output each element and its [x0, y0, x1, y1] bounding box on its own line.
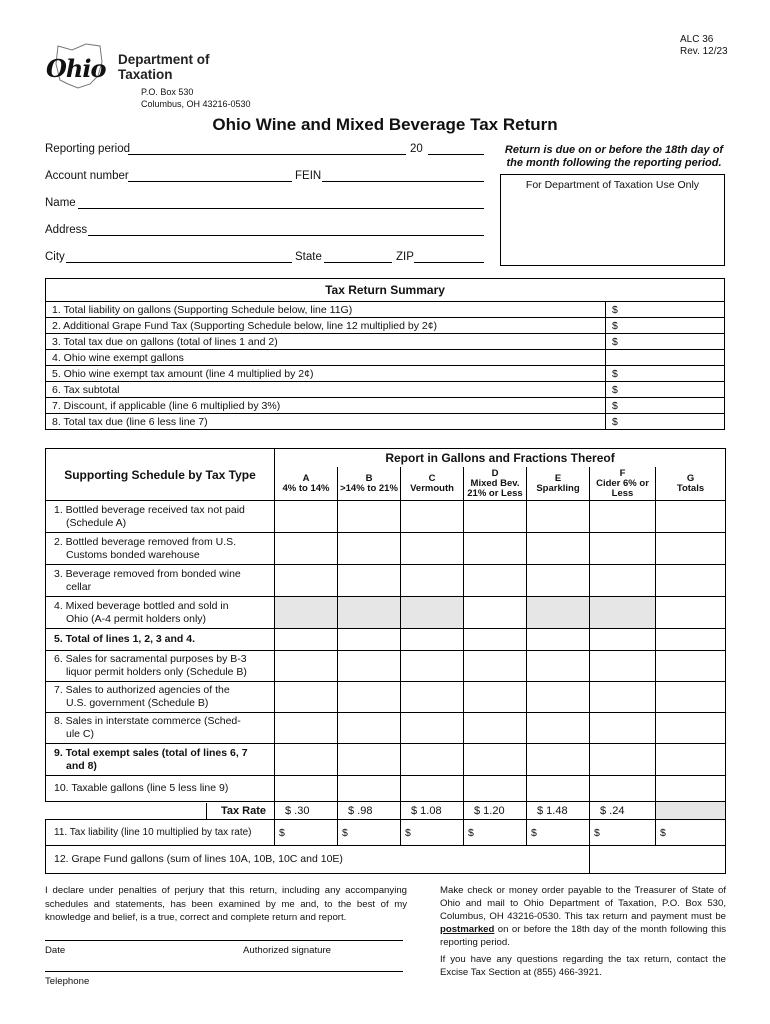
summary-line-2: 2. Additional Grape Fund Tax (Supporting Schedule below, line 12 multiplied by 2¢): [46, 318, 606, 334]
cell-5a[interactable]: [275, 629, 338, 651]
reporting-period-field[interactable]: [128, 154, 406, 155]
tax-rate-a: $ .30: [275, 802, 338, 820]
signature-line[interactable]: [45, 940, 403, 941]
cell-11e[interactable]: $: [527, 820, 590, 846]
cell-5g[interactable]: [656, 629, 726, 651]
name-label: Name: [45, 197, 76, 209]
postmarked-text: postmarked: [440, 924, 495, 935]
cell-8g[interactable]: [656, 713, 726, 744]
cell-11g[interactable]: $: [656, 820, 726, 846]
summary-amount-1[interactable]: $: [606, 302, 725, 318]
cell-6c[interactable]: [401, 651, 464, 682]
cell-1e[interactable]: [527, 501, 590, 533]
schedule-line-7-text: 7. Sales to authorized agencies of the: [54, 684, 230, 696]
cell-3a[interactable]: [275, 565, 338, 597]
cell-5c[interactable]: [401, 629, 464, 651]
schedule-line-6: [46, 651, 275, 682]
schedule-line-6-text: 6. Sales for sacramental purposes by B-3: [54, 653, 247, 665]
cell-3e[interactable]: [527, 565, 590, 597]
schedule-line-9-sub: and 8): [66, 759, 97, 772]
column-header-d: [464, 467, 527, 501]
name-field[interactable]: [78, 208, 484, 209]
column-letter-e: E: [554, 473, 562, 485]
table-row: [46, 682, 726, 713]
table-row: [46, 501, 726, 533]
schedule-line-9: [46, 744, 275, 776]
summary-line-6: 6. Tax subtotal: [46, 382, 606, 398]
payment-instructions: [440, 884, 726, 949]
ohio-logo-text: Ohio: [46, 54, 106, 83]
city-field[interactable]: [66, 262, 292, 263]
telephone-label: Telephone: [45, 976, 90, 987]
summary-line-5: 5. Ohio wine exempt tax amount (line 4 multiplied by 2¢): [46, 366, 606, 382]
supporting-schedule-table: [45, 448, 726, 874]
table-row: [46, 533, 726, 565]
form-id-block: [680, 34, 728, 58]
department-use-label: For Department of Taxation Use Only: [525, 179, 700, 191]
address-field[interactable]: [88, 235, 484, 236]
summary-amount-8[interactable]: $: [606, 414, 725, 430]
summary-amount-6[interactable]: $: [606, 382, 725, 398]
schedule-line-9-text: 9. Total exempt sales (total of lines 6, 7: [54, 746, 248, 759]
schedule-line-2-text: 2. Bottled beverage removed from U.S.: [54, 535, 237, 548]
cell-4e: [527, 597, 590, 629]
zip-label: ZIP: [396, 251, 414, 263]
cell-4g[interactable]: [656, 597, 726, 629]
cell-9f[interactable]: [590, 744, 656, 776]
column-desc-d: Mixed Bev. 21% or Less: [467, 478, 523, 500]
column-desc-c: Vermouth: [410, 483, 454, 495]
schedule-line-3-text: 3. Beverage removed from bonded wine: [54, 567, 241, 580]
column-desc-g: Totals: [676, 483, 705, 495]
cell-5b[interactable]: [338, 629, 401, 651]
cell-10d[interactable]: [464, 776, 527, 802]
column-letter-c: C: [428, 473, 436, 485]
cell-5e[interactable]: [527, 629, 590, 651]
table-row: [46, 846, 726, 874]
table-row: [46, 318, 725, 334]
cell-10g[interactable]: [656, 776, 726, 802]
revision-date: Rev. 12/23: [680, 46, 728, 57]
cell-8d[interactable]: [464, 713, 527, 744]
cell-5d[interactable]: [464, 629, 527, 651]
schedule-line-2-sub: Customs bonded warehouse: [66, 548, 200, 561]
cell-2a[interactable]: [275, 533, 338, 565]
table-row: [46, 366, 725, 382]
cell-3f[interactable]: [590, 565, 656, 597]
account-number-label: Account number: [45, 170, 129, 182]
reporting-period-label: Reporting period: [45, 143, 131, 155]
column-letter-f: F: [619, 468, 626, 480]
summary-title: Tax Return Summary: [46, 279, 725, 302]
table-row: [46, 414, 725, 430]
column-desc-a: 4% to 14%: [282, 483, 330, 495]
table-row: [46, 334, 725, 350]
column-letter-g: G: [686, 473, 695, 485]
cell-2g[interactable]: [656, 533, 726, 565]
column-header-b: [338, 467, 401, 501]
table-row: [46, 820, 726, 846]
column-desc-e: Sparkling: [536, 483, 580, 495]
cell-2c[interactable]: [401, 533, 464, 565]
date-label: Date: [45, 945, 66, 956]
column-letter-a: A: [302, 473, 310, 485]
department-name: [118, 52, 210, 82]
table-row: [46, 350, 725, 366]
column-header-g: [656, 467, 726, 501]
schedule-line-8-sub: ule C): [66, 728, 95, 740]
summary-amount-3[interactable]: $: [606, 334, 725, 350]
cell-10a[interactable]: [275, 776, 338, 802]
tax-rate-c: $ 1.08: [401, 802, 464, 820]
address-label: Address: [45, 224, 88, 236]
summary-line-8: 8. Total tax due (line 6 less line 7): [46, 414, 606, 430]
cell-9e[interactable]: [527, 744, 590, 776]
tax-rate-d: $ 1.20: [464, 802, 527, 820]
cell-3c[interactable]: [401, 565, 464, 597]
schedule-title: Supporting Schedule by Tax Type: [46, 449, 275, 501]
state-label: State: [295, 251, 322, 263]
cell-11b[interactable]: $: [338, 820, 401, 846]
schedule-line-1-text: 1. Bottled beverage received tax not paid: [54, 503, 245, 516]
year-field[interactable]: [428, 154, 484, 155]
table-row: [46, 382, 725, 398]
cell-7a[interactable]: [275, 682, 338, 713]
table-row: [46, 713, 726, 744]
telephone-line[interactable]: [45, 971, 403, 972]
column-letter-b: B: [365, 473, 373, 485]
schedule-line-12: 12. Grape Fund gallons (sum of lines 10A, 10B, 10C and 10E): [46, 846, 590, 874]
cell-4f: [590, 597, 656, 629]
cell-1c[interactable]: [401, 501, 464, 533]
schedule-line-11: 11. Tax liability (line 10 multiplied by tax rate): [46, 820, 275, 846]
cell-9c[interactable]: [401, 744, 464, 776]
cell-11d[interactable]: $: [464, 820, 527, 846]
tax-rate-label: Tax Rate: [206, 803, 274, 819]
schedule-line-4-text: 4. Mixed beverage bottled and sold in: [54, 599, 229, 612]
tax-return-summary-table: [45, 278, 725, 430]
table-row: [46, 565, 726, 597]
cell-4b: [338, 597, 401, 629]
column-header-e: [527, 467, 590, 501]
cell-1a[interactable]: [275, 501, 338, 533]
year-prefix: 20: [410, 143, 423, 155]
schedule-line-1: [46, 501, 275, 533]
address-line1: P.O. Box 530: [141, 87, 194, 97]
table-row: [46, 398, 725, 414]
summary-amount-7[interactable]: $: [606, 398, 725, 414]
column-header-f: [590, 467, 656, 501]
due-date-notice: Return is due on or before the 18th day of the month following the reporting period.: [504, 144, 724, 169]
cell-8a[interactable]: [275, 713, 338, 744]
cell-9d[interactable]: [464, 744, 527, 776]
cell-6e[interactable]: [527, 651, 590, 682]
cell-4c: [401, 597, 464, 629]
cell-6g[interactable]: [656, 651, 726, 682]
cell-7b[interactable]: [338, 682, 401, 713]
summary-amount-4[interactable]: [606, 350, 725, 366]
report-gallons-header: Report in Gallons and Fractions Thereof: [275, 449, 726, 467]
cell-1d[interactable]: [464, 501, 527, 533]
tax-rate-row: [46, 802, 726, 820]
fein-field[interactable]: [322, 181, 484, 182]
payment-text-1: Make check or money order payable to the Treasurer of State of Ohio and mail to Ohio Department of Taxation, P.O. Box 530, Columbus, OH 43216-0530. This tax return and payment must be: [440, 885, 726, 922]
cell-6a[interactable]: [275, 651, 338, 682]
cell-8f[interactable]: [590, 713, 656, 744]
tax-rate-cell: [46, 802, 275, 820]
schedule-line-5: 5. Total of lines 1, 2, 3 and 4.: [46, 629, 275, 651]
cell-1f[interactable]: [590, 501, 656, 533]
cell-9a[interactable]: [275, 744, 338, 776]
column-desc-b: >14% to 21%: [340, 483, 398, 495]
questions-contact: If you have any questions regarding the tax return, contact the Excise Tax Section at (855) 466-3921.: [440, 954, 726, 978]
department-line1: Department of: [118, 52, 210, 67]
schedule-line-7-sub: U.S. government (Schedule B): [66, 697, 209, 709]
cell-12[interactable]: [590, 846, 726, 874]
department-line2: Taxation: [118, 67, 173, 82]
cell-5f[interactable]: [590, 629, 656, 651]
cell-6f[interactable]: [590, 651, 656, 682]
fein-label: FEIN: [295, 170, 322, 182]
ohio-logo: [42, 40, 114, 97]
schedule-line-8: [46, 713, 275, 744]
table-row: [46, 744, 726, 776]
cell-10e[interactable]: [527, 776, 590, 802]
table-row: [46, 776, 726, 802]
page-title: Ohio Wine and Mixed Beverage Tax Return: [212, 115, 558, 134]
column-header-c: [401, 467, 464, 501]
cell-9b[interactable]: [338, 744, 401, 776]
schedule-line-4: [46, 597, 275, 629]
tax-rate-f: $ .24: [590, 802, 656, 820]
cell-10f[interactable]: [590, 776, 656, 802]
form-id: ALC 36: [680, 34, 714, 45]
cell-7g[interactable]: [656, 682, 726, 713]
cell-6d[interactable]: [464, 651, 527, 682]
schedule-line-7: [46, 682, 275, 713]
cell-2d[interactable]: [464, 533, 527, 565]
column-letter-d: D: [491, 468, 499, 480]
schedule-line-3: [46, 565, 275, 597]
summary-amount-5[interactable]: $: [606, 366, 725, 382]
payment-text-2: on or before the 18th day of the month following this reporting period.: [440, 924, 726, 948]
cell-11a[interactable]: $: [275, 820, 338, 846]
cell-8e[interactable]: [527, 713, 590, 744]
tax-rate-g: [656, 802, 726, 820]
cell-9g[interactable]: [656, 744, 726, 776]
column-header-a: [275, 467, 338, 501]
summary-line-1: 1. Total liability on gallons (Supporting Schedule below, line 11G): [46, 302, 606, 318]
cell-2f[interactable]: [590, 533, 656, 565]
cell-8b[interactable]: [338, 713, 401, 744]
account-number-field[interactable]: [128, 181, 292, 182]
cell-1g[interactable]: [656, 501, 726, 533]
table-row: [46, 629, 726, 651]
schedule-line-3-sub: cellar: [66, 580, 92, 593]
city-label: City: [45, 251, 65, 263]
department-use-box: [500, 174, 725, 266]
tax-rate-e: $ 1.48: [527, 802, 590, 820]
cell-3d[interactable]: [464, 565, 527, 597]
schedule-line-10: 10. Taxable gallons (line 5 less line 9): [46, 776, 275, 802]
cell-7c[interactable]: [401, 682, 464, 713]
cell-4a: [275, 597, 338, 629]
tax-rate-b: $ .98: [338, 802, 401, 820]
summary-amount-2[interactable]: $: [606, 318, 725, 334]
schedule-line-4-sub: Ohio (A-4 permit holders only): [66, 612, 207, 625]
cell-10b[interactable]: [338, 776, 401, 802]
schedule-line-2: [46, 533, 275, 565]
cell-11c[interactable]: $: [401, 820, 464, 846]
summary-line-4: 4. Ohio wine exempt gallons: [46, 350, 606, 366]
cell-4d[interactable]: [464, 597, 527, 629]
cell-7d[interactable]: [464, 682, 527, 713]
signature-label: Authorized signature: [243, 945, 331, 956]
summary-line-7: 7. Discount, if applicable (line 6 multiplied by 3%): [46, 398, 606, 414]
schedule-line-8-text: 8. Sales in interstate commerce (Sched-: [54, 715, 241, 727]
summary-line-3: 3. Total tax due on gallons (total of lines 1 and 2): [46, 334, 606, 350]
address-line2: Columbus, OH 43216-0530: [141, 99, 251, 109]
department-address: [141, 86, 251, 110]
declaration-text: I declare under penalties of perjury that this return, including any accompanying schedules and statements, has been examined by me and, to the best of my knowledge and belief, is a true, correct and complete return and report.: [45, 885, 407, 923]
cell-10c[interactable]: [401, 776, 464, 802]
cell-11f[interactable]: $: [590, 820, 656, 846]
cell-6b[interactable]: [338, 651, 401, 682]
cell-2e[interactable]: [527, 533, 590, 565]
schedule-line-6-sub: liquor permit holders only (Schedule B): [66, 666, 247, 678]
cell-7e[interactable]: [527, 682, 590, 713]
table-row: [46, 597, 726, 629]
cell-3b[interactable]: [338, 565, 401, 597]
cell-2b[interactable]: [338, 533, 401, 565]
cell-7f[interactable]: [590, 682, 656, 713]
table-row: [46, 302, 725, 318]
column-desc-f: Cider 6% or Less: [596, 478, 649, 500]
cell-1b[interactable]: [338, 501, 401, 533]
cell-8c[interactable]: [401, 713, 464, 744]
table-row: [46, 651, 726, 682]
zip-field[interactable]: [414, 262, 484, 263]
cell-3g[interactable]: [656, 565, 726, 597]
schedule-line-1-sub: (Schedule A): [66, 516, 127, 529]
state-field[interactable]: [324, 262, 392, 263]
